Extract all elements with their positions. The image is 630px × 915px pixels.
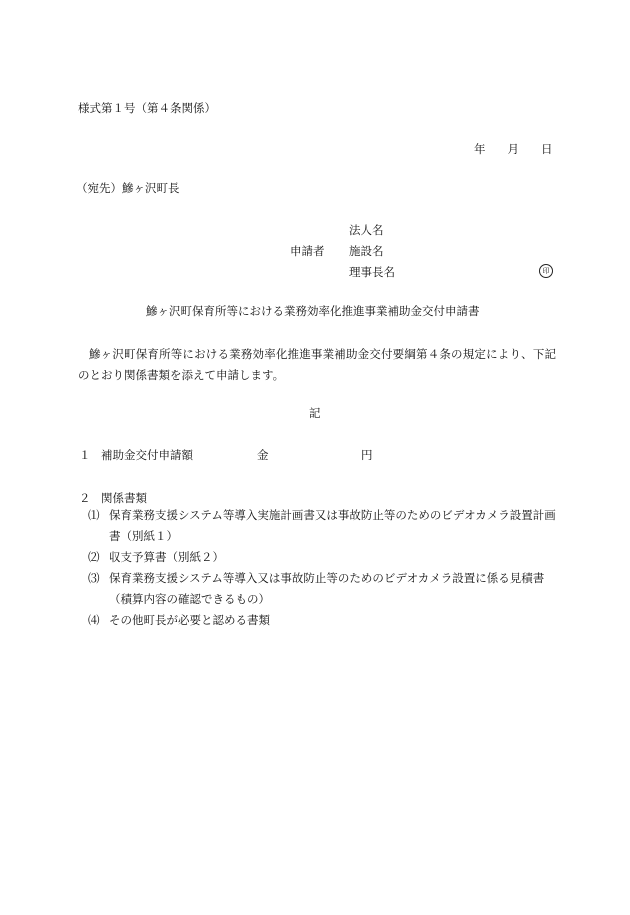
item-2-number: ２ xyxy=(79,491,91,505)
list-item-text: その他町長が必要と認める書類 xyxy=(109,613,270,627)
document-title: 鰺ヶ沢町保育所等における業務効率化推進事業補助金交付申請書 xyxy=(146,304,480,318)
item-1-yen: 円 xyxy=(361,448,373,462)
list-item-text: 保育業務支援システム等導入実施計画書又は事故防止等のためのビデオカメラ設置計画書（別紙１） xyxy=(109,508,556,543)
date-year: 年 xyxy=(474,142,486,156)
body-paragraph: 鰺ヶ沢町保育所等における業務効率化推進事業補助金交付要綱第４条の規定により、下記のとおり関係書類を添えて申請します。 xyxy=(78,347,556,382)
list-item-number: ⑴ xyxy=(88,508,100,522)
item-1-kin: 金 xyxy=(257,448,269,462)
list-item-number: ⑵ xyxy=(88,550,100,564)
list-item-number: ⑶ xyxy=(88,571,100,585)
list-item-text: 保育業務支援システム等導入又は事故防止等のためのビデオカメラ設置に係る見積書（積算内容の確認できるもの） xyxy=(109,571,545,606)
seal-icon: 印 xyxy=(539,264,553,278)
list-item xyxy=(88,547,556,568)
item-1-application-amount xyxy=(79,447,373,463)
item-2-label: 関係書類 xyxy=(101,491,147,505)
ki-heading: 記 xyxy=(309,406,321,420)
item-2-related-documents xyxy=(79,490,147,506)
list-item xyxy=(88,610,556,631)
item-1-number: １ xyxy=(79,448,91,462)
applicant-label: 申請者 xyxy=(290,244,325,258)
list-item xyxy=(88,568,556,610)
list-item xyxy=(88,505,556,547)
form-number: 様式第１号（第４条関係） xyxy=(78,101,216,115)
facility-name-label: 施設名 xyxy=(349,244,384,258)
list-item-text: 収支予算書（別紙２） xyxy=(109,550,224,564)
date-line xyxy=(474,141,553,157)
item-1-label: 補助金交付申請額 xyxy=(101,448,193,462)
addressee: （宛先）鰺ヶ沢町長 xyxy=(76,181,180,195)
date-month: 月 xyxy=(507,142,519,156)
chairperson-name-label: 理事長名 xyxy=(349,265,395,279)
corporation-name-label: 法人名 xyxy=(349,223,384,237)
list-item-number: ⑷ xyxy=(88,613,100,627)
date-day: 日 xyxy=(541,142,553,156)
